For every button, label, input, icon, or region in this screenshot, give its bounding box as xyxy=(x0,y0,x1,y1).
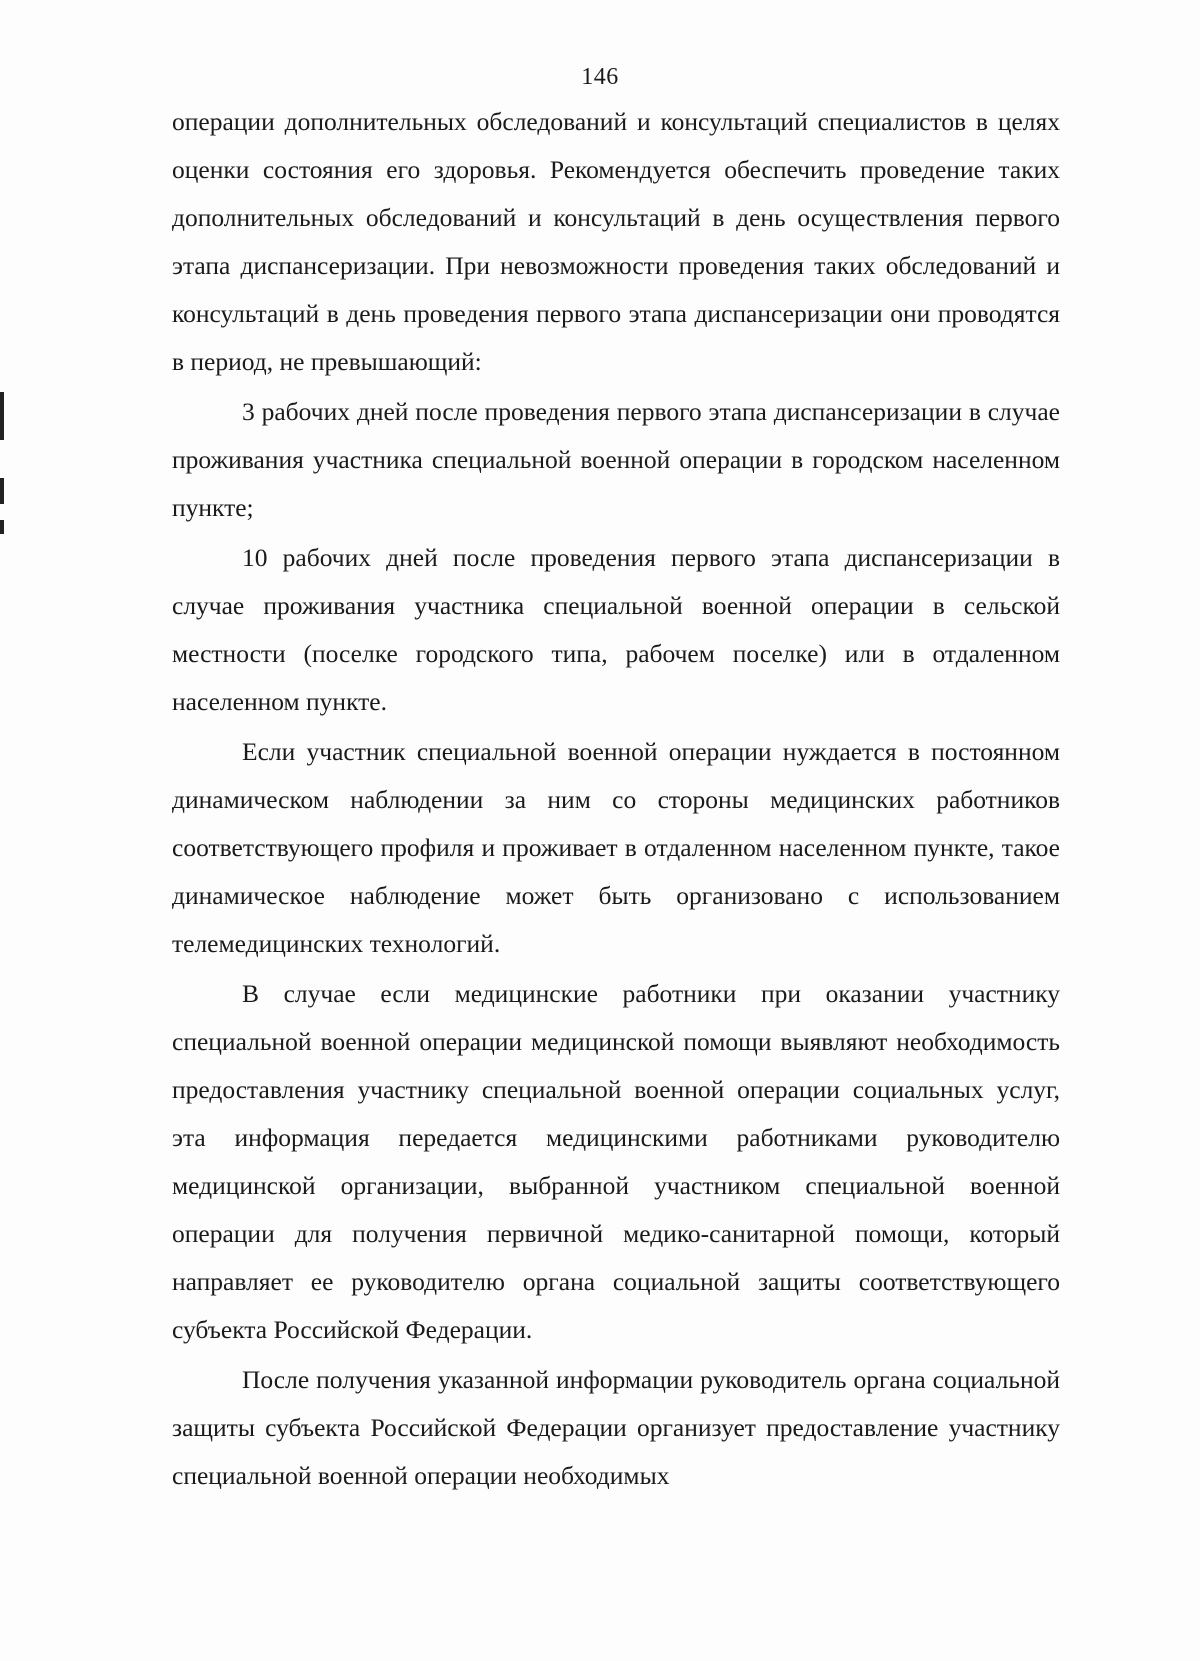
scan-edge-mark xyxy=(0,478,4,504)
paragraph: В случае если медицинские работники при оказании участнику специальной военной операции медицинской помощи выявляют необходимость предоставления участнику специальной военной операции социальных услуг, эта информация передается медицинскими работниками руководителю медицинской организации, выбранной участником специальной военной операции для получения первичной медико-санитарной помощи, который направляет ее руководителю органа социальной защиты соответствующего субъекта Российской Федерации. xyxy=(172,979,1060,1344)
scan-edge-mark xyxy=(0,392,4,440)
paragraph: 3 рабочих дней после проведения первого этапа диспансеризации в случае проживания участника специальной военной операции в городском населенном пункте; xyxy=(172,397,1060,522)
paragraph: Если участник специальной военной операции нуждается в постоянном динамическом наблюдении за ним со стороны медицинских работников соответствующего профиля и проживает в отдаленном населенном пункте, такое динамическое наблюдение может быть организовано с использованием телемедицинских технологий. xyxy=(172,737,1060,958)
document-body xyxy=(172,98,1060,1500)
page-number: 146 xyxy=(581,64,619,90)
paragraph: 10 рабочих дней после проведения первого этапа диспансеризации в случае проживания участника специальной военной операции в сельской местности (поселке городского типа, рабочем поселке) или в отдаленном населенном пункте. xyxy=(172,543,1060,716)
paragraph: операции дополнительных обследований и консультаций специалистов в целях оценки состояния его здоровья. Рекомендуется обеспечить проведение таких дополнительных обследований и консультаций в день осуществления первого этапа диспансеризации. При невозможности проведения таких обследований и консультаций в день проведения первого этапа диспансеризации они проводятся в период, не превышающий: xyxy=(172,107,1060,376)
scan-edge-mark xyxy=(0,520,4,534)
paragraph: После получения указанной информации руководитель органа социальной защиты субъекта Российской Федерации организует предоставление участнику специальной военной операции необходимых xyxy=(172,1365,1060,1490)
